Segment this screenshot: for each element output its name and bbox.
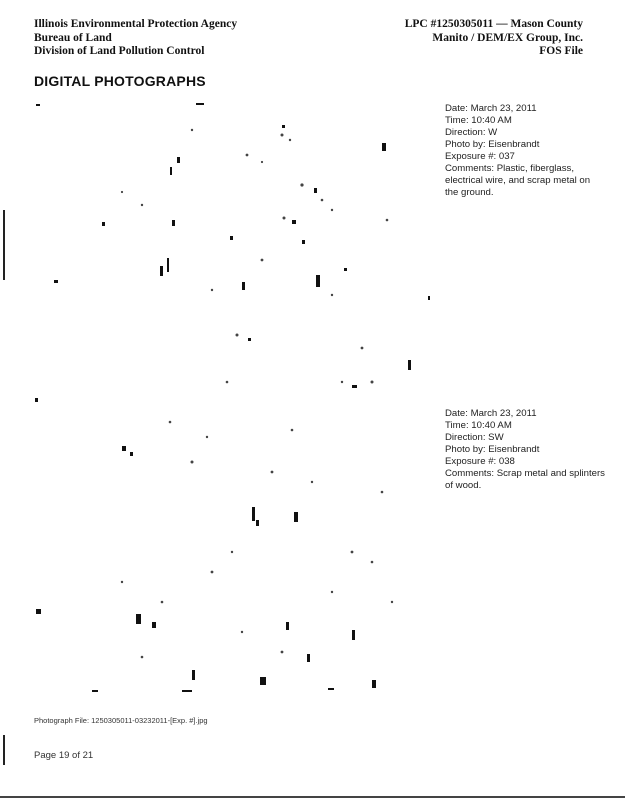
photo-2-caption: [445, 408, 605, 492]
lpc-number: LPC #1250305011 — Mason County: [404, 18, 583, 30]
division-name: Division of Land Pollution Control: [34, 45, 205, 57]
photo-date: Date: March 23, 2011: [445, 103, 537, 114]
photograph-1: [32, 100, 432, 390]
agency-header: [34, 18, 237, 59]
photo-date: Date: March 23, 2011: [445, 408, 537, 419]
photo-photographer: Photo by: Eisenbrandt: [445, 139, 540, 150]
bureau-name: Bureau of Land: [34, 31, 112, 44]
photo-2-speckle: [32, 402, 432, 692]
photo-exposure: Exposure #: 038: [445, 456, 515, 467]
file-type: FOS File: [539, 45, 583, 57]
photo-time: Time: 10:40 AM: [445, 115, 512, 126]
photo-direction: Direction: W: [445, 127, 498, 138]
photo-time: Time: 10:40 AM: [445, 420, 512, 431]
photo-exposure: Exposure #: 037: [445, 151, 515, 162]
photograph-2: [32, 402, 432, 692]
photo-1-caption: [445, 103, 605, 199]
site-header: [405, 18, 583, 59]
page-title: DIGITAL PHOTOGRAPHS: [34, 73, 206, 89]
scan-edge-left: [3, 210, 5, 280]
page-number: Page 19 of 21: [34, 750, 94, 761]
photo-1-speckle: [32, 100, 432, 390]
photo-direction: Direction: SW: [445, 432, 504, 443]
agency-name: Illinois Environmental Protection Agency: [34, 18, 238, 30]
photo-photographer: Photo by: Eisenbrandt: [445, 444, 540, 455]
photo-comments: Comments: Plastic, fiberglass, electrical wire, and scrap metal on the ground.: [445, 163, 591, 198]
photograph-file-name: Photograph File: 1250305011-03232011-[Exp. #].jpg: [34, 716, 208, 725]
site-name: Manito / DEM/EX Group, Inc.: [432, 31, 583, 44]
scan-edge-bottom: [0, 796, 625, 798]
scan-edge-left: [3, 735, 5, 765]
photo-comments: Comments: Scrap metal and splinters of wood.: [445, 468, 605, 491]
